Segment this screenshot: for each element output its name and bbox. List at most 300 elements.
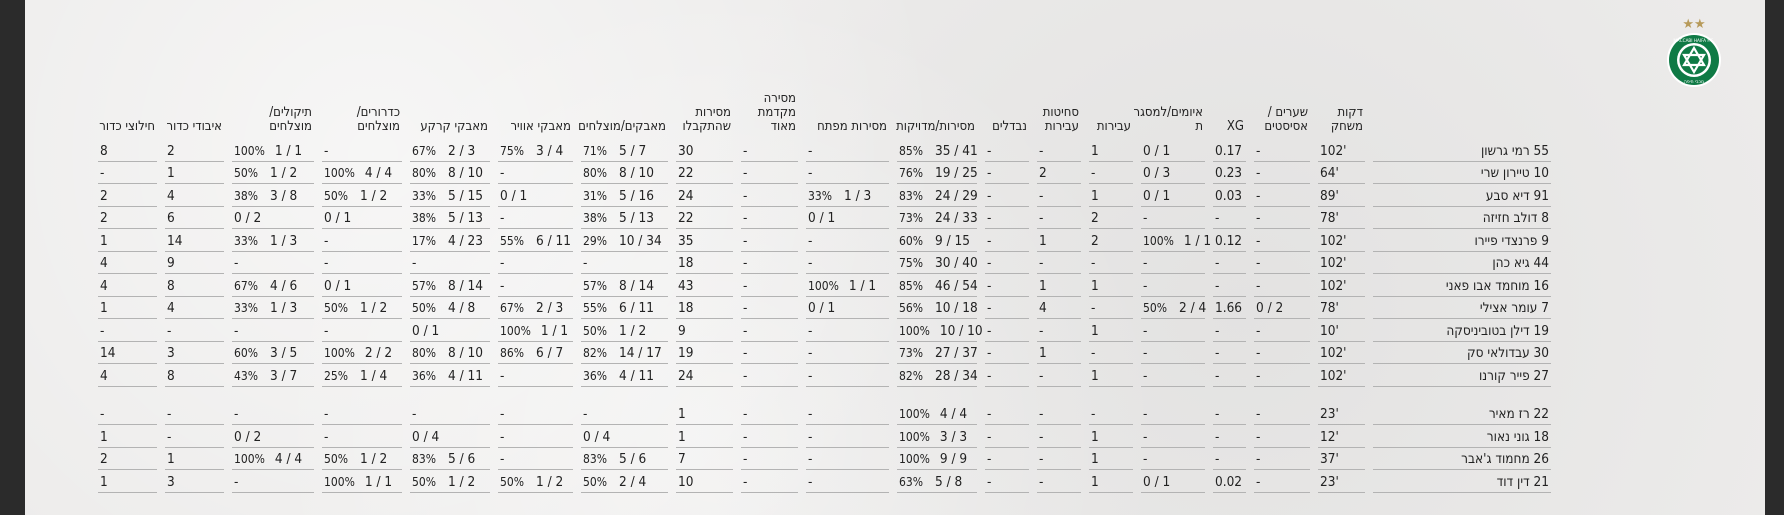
stat-cell: 0 / 4 xyxy=(410,425,490,448)
table-row xyxy=(98,342,1551,365)
stat-percent: 100% xyxy=(324,166,355,180)
stat-cell: - xyxy=(806,162,889,185)
stat-cell xyxy=(897,162,977,185)
stat-cell: 22 xyxy=(676,207,733,230)
stat-percent: 83% xyxy=(412,452,436,466)
stat-cell: - xyxy=(741,252,798,275)
stat-cell: - xyxy=(1254,425,1310,448)
stat-cell: - xyxy=(498,162,573,185)
stat-cell xyxy=(897,319,983,342)
stat-fraction: 1 / 1 xyxy=(364,473,393,490)
stat-percent: 50% xyxy=(324,452,348,466)
stat-cell: - xyxy=(1089,252,1133,275)
header-2: XG xyxy=(1226,119,1244,134)
stat-cell: 1 xyxy=(1089,184,1133,207)
header-11: מאבקים/מוצלחים xyxy=(578,119,666,134)
stat-cell: - xyxy=(1213,342,1246,365)
stat-percent: 67% xyxy=(234,278,258,293)
stat-fraction: 1 / 1 xyxy=(540,322,569,339)
stat-cell xyxy=(498,229,573,252)
stat-cell: 1 xyxy=(1037,274,1081,297)
stat-cell: 0.03 xyxy=(1213,184,1246,207)
stat-cell: - xyxy=(98,319,157,342)
page-edge xyxy=(1765,0,1784,515)
table-row xyxy=(98,139,1551,162)
stat-cell xyxy=(581,297,668,320)
stat-percent: 17% xyxy=(412,233,436,248)
stat-fraction: 5 / 16 xyxy=(619,187,654,204)
player-name: 91 דיא סבע xyxy=(1373,184,1551,207)
stat-percent: 50% xyxy=(324,301,348,315)
stat-cell: - xyxy=(1254,252,1310,275)
stat-percent: 60% xyxy=(234,346,258,360)
stat-fraction: 1 / 1 xyxy=(274,142,303,159)
stat-cell: - xyxy=(581,252,668,275)
player-name: 27 פייר קורנו xyxy=(1373,364,1551,387)
stat-cell: 102' xyxy=(1318,274,1365,297)
stat-cell: - xyxy=(1254,403,1310,426)
stat-percent: 38% xyxy=(412,211,436,225)
player-name: 16 מוחמד אבו פאני xyxy=(1373,274,1551,297)
stat-cell: 89' xyxy=(1318,184,1365,207)
stat-fraction: 3 / 3 xyxy=(939,428,968,445)
stat-cell: 102' xyxy=(1318,364,1365,387)
stat-cell: - xyxy=(741,274,798,297)
stat-percent: 67% xyxy=(500,301,524,315)
stat-cell xyxy=(581,274,668,297)
stat-cell: - xyxy=(1037,139,1081,162)
stat-fraction: 10 / 34 xyxy=(619,232,662,249)
stat-percent: 75% xyxy=(899,256,923,270)
stat-cell: 1 xyxy=(1089,139,1133,162)
table-row xyxy=(98,162,1551,185)
stat-percent: 50% xyxy=(234,166,258,180)
stat-cell: 19 xyxy=(676,342,733,365)
stat-cell xyxy=(1141,297,1205,320)
stat-cell xyxy=(897,184,977,207)
stat-cell: - xyxy=(322,319,402,342)
stat-percent: 50% xyxy=(500,474,524,489)
stat-cell: 0 / 3 xyxy=(1141,162,1205,185)
player-name: 8 דולב חזיזה xyxy=(1373,207,1551,230)
stat-percent: 71% xyxy=(583,143,607,158)
stat-cell: 23' xyxy=(1318,403,1365,426)
stat-cell: - xyxy=(1141,425,1205,448)
stat-fraction: 1 / 4 xyxy=(360,367,388,384)
stat-percent: 38% xyxy=(234,188,258,203)
stat-cell: - xyxy=(741,207,798,230)
stat-percent: 50% xyxy=(324,188,348,203)
stat-cell: 3 xyxy=(165,470,224,493)
stat-percent: 82% xyxy=(899,368,923,383)
stat-cell xyxy=(581,162,668,185)
stat-cell: 30 xyxy=(676,139,733,162)
stat-cell: 78' xyxy=(1318,207,1365,230)
stat-cell xyxy=(410,229,490,252)
stat-cell: - xyxy=(741,342,798,365)
stat-cell: - xyxy=(165,425,224,448)
stat-cell: - xyxy=(806,470,889,493)
stat-percent: 36% xyxy=(412,368,436,383)
stat-cell xyxy=(897,470,977,493)
stat-percent: 85% xyxy=(899,278,923,293)
stat-cell: 0 / 1 xyxy=(410,319,490,342)
stat-fraction: 3 / 8 xyxy=(270,187,298,204)
stat-cell: - xyxy=(1213,448,1246,471)
stat-fraction: 8 / 10 xyxy=(448,165,483,181)
player-name: 7 עומר אצילי xyxy=(1373,297,1551,320)
stat-cell: 4 xyxy=(98,252,157,275)
stat-percent: 36% xyxy=(583,368,607,383)
stat-cell: 1 xyxy=(1037,342,1081,365)
stat-cell: - xyxy=(1089,403,1133,426)
stat-cell: 8 xyxy=(98,139,157,162)
stat-cell: - xyxy=(806,425,889,448)
stat-percent: 50% xyxy=(583,323,607,338)
stat-percent: 100% xyxy=(1143,233,1174,248)
stat-cell: 1 xyxy=(676,403,733,426)
table-row xyxy=(98,184,1551,207)
stat-cell xyxy=(498,342,573,365)
stat-cell: - xyxy=(1254,139,1310,162)
stat-cell: - xyxy=(1037,425,1081,448)
stat-percent: 100% xyxy=(899,407,930,421)
stat-cell: 4 xyxy=(165,184,224,207)
stat-cell: - xyxy=(741,139,798,162)
stat-cell xyxy=(232,184,314,207)
stat-cell xyxy=(410,184,490,207)
stat-cell: 1 xyxy=(1089,364,1133,387)
stat-cell: 6 xyxy=(165,207,224,230)
stat-cell: - xyxy=(498,425,573,448)
stat-cell: - xyxy=(1254,207,1310,230)
stat-percent: 50% xyxy=(412,474,436,489)
stat-cell xyxy=(806,184,889,207)
stat-cell: - xyxy=(322,252,402,275)
stat-percent: 75% xyxy=(500,143,524,158)
stat-cell: 14 xyxy=(98,342,157,365)
stat-cell xyxy=(410,342,490,365)
stat-fraction: 35 / 41 xyxy=(935,142,978,159)
stat-cell: - xyxy=(322,403,402,426)
stat-percent: 50% xyxy=(583,474,607,489)
stat-cell: 102' xyxy=(1318,139,1365,162)
stat-cell xyxy=(322,342,402,365)
stat-cell xyxy=(232,297,314,320)
stat-cell: 7 xyxy=(676,448,733,471)
stat-cell: - xyxy=(741,319,798,342)
stat-cell: 1 xyxy=(165,162,224,185)
stat-cell: 0.23 xyxy=(1213,162,1246,185)
stat-fraction: 10 / 10 xyxy=(939,322,983,339)
stat-cell: - xyxy=(1089,342,1133,365)
stat-cell xyxy=(897,342,977,365)
stat-fraction: 4 / 4 xyxy=(939,406,968,422)
stat-percent: 100% xyxy=(899,452,930,466)
stat-cell xyxy=(232,139,314,162)
stat-percent: 25% xyxy=(324,368,348,383)
stat-cell: 18 xyxy=(676,297,733,320)
stat-cell: - xyxy=(410,403,490,426)
stat-fraction: 5 / 6 xyxy=(619,451,647,467)
stat-cell: - xyxy=(985,207,1029,230)
table-row xyxy=(98,403,1551,426)
stat-cell: - xyxy=(1213,425,1246,448)
stat-fraction: 8 / 10 xyxy=(619,165,654,181)
stat-cell xyxy=(232,342,314,365)
stat-cell: 2 xyxy=(165,139,224,162)
stat-cell xyxy=(581,184,668,207)
stat-cell xyxy=(897,139,977,162)
player-name: 30 עבדולאי סק xyxy=(1373,342,1551,365)
stat-cell: 10' xyxy=(1318,319,1365,342)
stat-cell xyxy=(410,470,490,493)
stat-cell: - xyxy=(741,229,798,252)
stat-cell xyxy=(1141,229,1212,252)
stat-cell: - xyxy=(1213,319,1246,342)
stat-cell: 0 / 4 xyxy=(581,425,668,448)
stat-cell: 24 xyxy=(676,364,733,387)
stat-percent: 29% xyxy=(583,233,607,248)
stat-cell xyxy=(232,364,314,387)
stat-cell: - xyxy=(1037,364,1081,387)
stat-cell: 8 xyxy=(165,274,224,297)
stat-fraction: 19 / 25 xyxy=(935,165,978,181)
stat-cell xyxy=(410,274,490,297)
stat-cell: - xyxy=(1141,403,1205,426)
table-row xyxy=(98,448,1551,471)
stat-cell xyxy=(322,448,402,471)
stat-cell: 78' xyxy=(1318,297,1365,320)
stat-cell: - xyxy=(806,229,889,252)
table-row xyxy=(98,274,1551,297)
header-15: תיקולים/ מוצלחים xyxy=(269,105,312,134)
stat-cell: - xyxy=(806,252,889,275)
stat-cell: - xyxy=(165,319,224,342)
stat-cell xyxy=(581,364,668,387)
stat-fraction: 1 / 1 xyxy=(1183,232,1212,249)
stat-cell: 0 / 1 xyxy=(1141,470,1205,493)
stat-cell: - xyxy=(498,207,573,230)
stat-cell: - xyxy=(1254,470,1310,493)
stat-cell: 4 xyxy=(165,297,224,320)
stat-percent: 83% xyxy=(899,188,923,203)
stat-fraction: 24 / 29 xyxy=(935,187,978,204)
header-1: שערים / אסיסטים xyxy=(1264,105,1308,134)
stat-cell: 0 / 1 xyxy=(498,184,573,207)
player-name: 55 רמי גרשון xyxy=(1373,139,1551,162)
stat-cell: - xyxy=(1254,162,1310,185)
stat-cell: 23' xyxy=(1318,470,1365,493)
stat-cell: - xyxy=(1213,207,1246,230)
stat-cell: - xyxy=(232,470,314,493)
stat-percent: 57% xyxy=(412,278,436,293)
stat-percent: 33% xyxy=(412,188,436,203)
stat-cell: - xyxy=(1141,448,1205,471)
stat-cell: 4 xyxy=(98,364,157,387)
stat-percent: 80% xyxy=(583,166,607,180)
header-12: מאבקי אוויר xyxy=(510,119,571,134)
stat-cell xyxy=(581,229,668,252)
stat-cell: - xyxy=(806,403,889,426)
stat-percent: 80% xyxy=(412,166,436,180)
stat-cell: - xyxy=(232,252,314,275)
logo-ring-text: MACCABI HAIFA F.C. xyxy=(1673,38,1715,43)
stat-percent: 100% xyxy=(899,429,930,444)
stat-cell: 1 xyxy=(1089,319,1133,342)
stat-cell xyxy=(322,184,402,207)
stat-fraction: 27 / 37 xyxy=(935,345,978,361)
stat-percent: 57% xyxy=(583,278,607,293)
stat-fraction: 1 / 2 xyxy=(448,473,476,490)
stat-fraction: 4 / 8 xyxy=(448,300,476,316)
stat-cell xyxy=(232,274,314,297)
stat-fraction: 3 / 5 xyxy=(270,345,298,361)
stat-fraction: 3 / 7 xyxy=(270,367,298,384)
stat-fraction: 6 / 11 xyxy=(536,232,571,249)
stat-percent: 33% xyxy=(234,233,258,248)
player-stats-table xyxy=(90,92,1559,493)
header-row xyxy=(98,92,1551,139)
stat-cell: - xyxy=(741,470,798,493)
stat-cell: - xyxy=(741,403,798,426)
stat-fraction: 8 / 10 xyxy=(448,345,483,361)
stat-percent: 86% xyxy=(500,346,524,360)
stat-cell xyxy=(897,425,977,448)
stat-fraction: 1 / 3 xyxy=(844,187,872,204)
logo-inner-text: מכבי חיפה xyxy=(1683,80,1705,85)
stat-cell: - xyxy=(498,252,573,275)
stat-fraction: 2 / 2 xyxy=(364,345,393,361)
stat-cell: - xyxy=(1254,184,1310,207)
stat-fraction: 1 / 2 xyxy=(360,300,388,316)
stat-cell: - xyxy=(806,448,889,471)
stat-cell: - xyxy=(985,470,1029,493)
stat-cell: - xyxy=(1141,207,1205,230)
table-row xyxy=(98,319,1551,342)
table-row xyxy=(98,364,1551,387)
stat-cell: - xyxy=(985,162,1029,185)
stat-cell: 43 xyxy=(676,274,733,297)
stat-cell: - xyxy=(1037,207,1081,230)
stat-cell: 0 / 2 xyxy=(232,207,314,230)
stat-cell xyxy=(410,139,490,162)
stat-cell xyxy=(897,274,977,297)
stat-cell xyxy=(897,252,977,275)
stat-fraction: 5 / 15 xyxy=(448,187,483,204)
stat-cell: - xyxy=(1213,403,1246,426)
stat-cell: - xyxy=(1089,297,1133,320)
stat-cell: - xyxy=(498,364,573,387)
player-name: 22 רז מאיר xyxy=(1373,403,1551,426)
stat-cell: - xyxy=(1037,184,1081,207)
stat-cell: - xyxy=(806,139,889,162)
stat-cell: - xyxy=(322,425,402,448)
stat-cell: 2 xyxy=(98,184,157,207)
stat-fraction: 1 / 2 xyxy=(360,187,388,204)
stat-cell: - xyxy=(1213,252,1246,275)
stat-cell: - xyxy=(1254,342,1310,365)
stat-cell: 24 xyxy=(676,184,733,207)
stat-fraction: 14 / 17 xyxy=(619,345,662,361)
stat-percent: 100% xyxy=(500,323,531,338)
stat-cell: - xyxy=(985,229,1029,252)
stat-cell: - xyxy=(741,184,798,207)
stat-cell xyxy=(322,364,402,387)
stat-cell xyxy=(322,470,402,493)
stat-cell: 102' xyxy=(1318,252,1365,275)
stat-cell: 4 xyxy=(98,274,157,297)
stat-cell: 1 xyxy=(98,425,157,448)
stat-cell: - xyxy=(322,229,402,252)
stat-fraction: 8 / 14 xyxy=(448,277,483,294)
table-row xyxy=(98,207,1551,230)
stat-fraction: 9 / 9 xyxy=(939,451,968,467)
stat-fraction: 10 / 18 xyxy=(935,300,978,316)
table-row xyxy=(98,297,1551,320)
stat-cell: 0 / 1 xyxy=(322,274,402,297)
stat-cell: 4 xyxy=(1037,297,1081,320)
header-0: דקות משחק xyxy=(1330,105,1363,134)
table-row xyxy=(98,425,1551,448)
stat-percent: 100% xyxy=(324,474,355,489)
stat-cell xyxy=(410,448,490,471)
stat-percent: 31% xyxy=(583,188,607,203)
header-13: מאבקי קרקע xyxy=(420,119,488,134)
stat-fraction: 5 / 8 xyxy=(935,473,963,490)
stat-cell xyxy=(897,229,977,252)
stat-cell xyxy=(498,470,573,493)
stat-fraction: 1 / 2 xyxy=(619,322,647,339)
stat-cell: - xyxy=(581,403,668,426)
header-17: חילוצי כדור xyxy=(99,119,155,134)
stat-cell: - xyxy=(985,274,1029,297)
stat-fraction: 4 / 11 xyxy=(448,367,483,384)
stat-cell: 1 xyxy=(1089,425,1133,448)
stat-fraction: 2 / 3 xyxy=(448,142,476,159)
stat-fraction: 4 / 23 xyxy=(448,232,483,249)
stat-fraction: 6 / 11 xyxy=(619,300,654,316)
stat-fraction: 2 / 4 xyxy=(619,473,647,490)
header-14: כדרורים/ מוצלחים xyxy=(356,105,400,134)
stat-cell: 0 / 1 xyxy=(806,207,889,230)
player-name: 10 טיירון שרי xyxy=(1373,162,1551,185)
stat-cell: 3 xyxy=(165,342,224,365)
stat-cell: 0.02 xyxy=(1213,470,1246,493)
stat-fraction: 5 / 7 xyxy=(619,142,647,159)
stat-cell: - xyxy=(1037,448,1081,471)
stat-cell: - xyxy=(741,162,798,185)
stat-cell xyxy=(498,139,573,162)
stat-fraction: 46 / 54 xyxy=(935,277,978,294)
stat-cell xyxy=(806,274,889,297)
stat-cell: 8 xyxy=(165,364,224,387)
stat-cell xyxy=(897,297,977,320)
stat-cell: - xyxy=(232,319,314,342)
logo-stars: ★★ xyxy=(1682,17,1706,32)
stat-percent: 67% xyxy=(412,143,436,158)
stat-cell xyxy=(581,207,668,230)
table-row xyxy=(98,252,1551,275)
stat-fraction: 5 / 13 xyxy=(448,210,483,226)
club-logo xyxy=(1666,12,1722,92)
player-name: 26 מחמוד ג'אבר xyxy=(1373,448,1551,471)
stat-cell: 2 xyxy=(98,207,157,230)
stat-cell: 1 xyxy=(676,425,733,448)
stat-cell: 37' xyxy=(1318,448,1365,471)
stat-cell: - xyxy=(741,448,798,471)
stat-fraction: 1 / 3 xyxy=(270,300,298,316)
